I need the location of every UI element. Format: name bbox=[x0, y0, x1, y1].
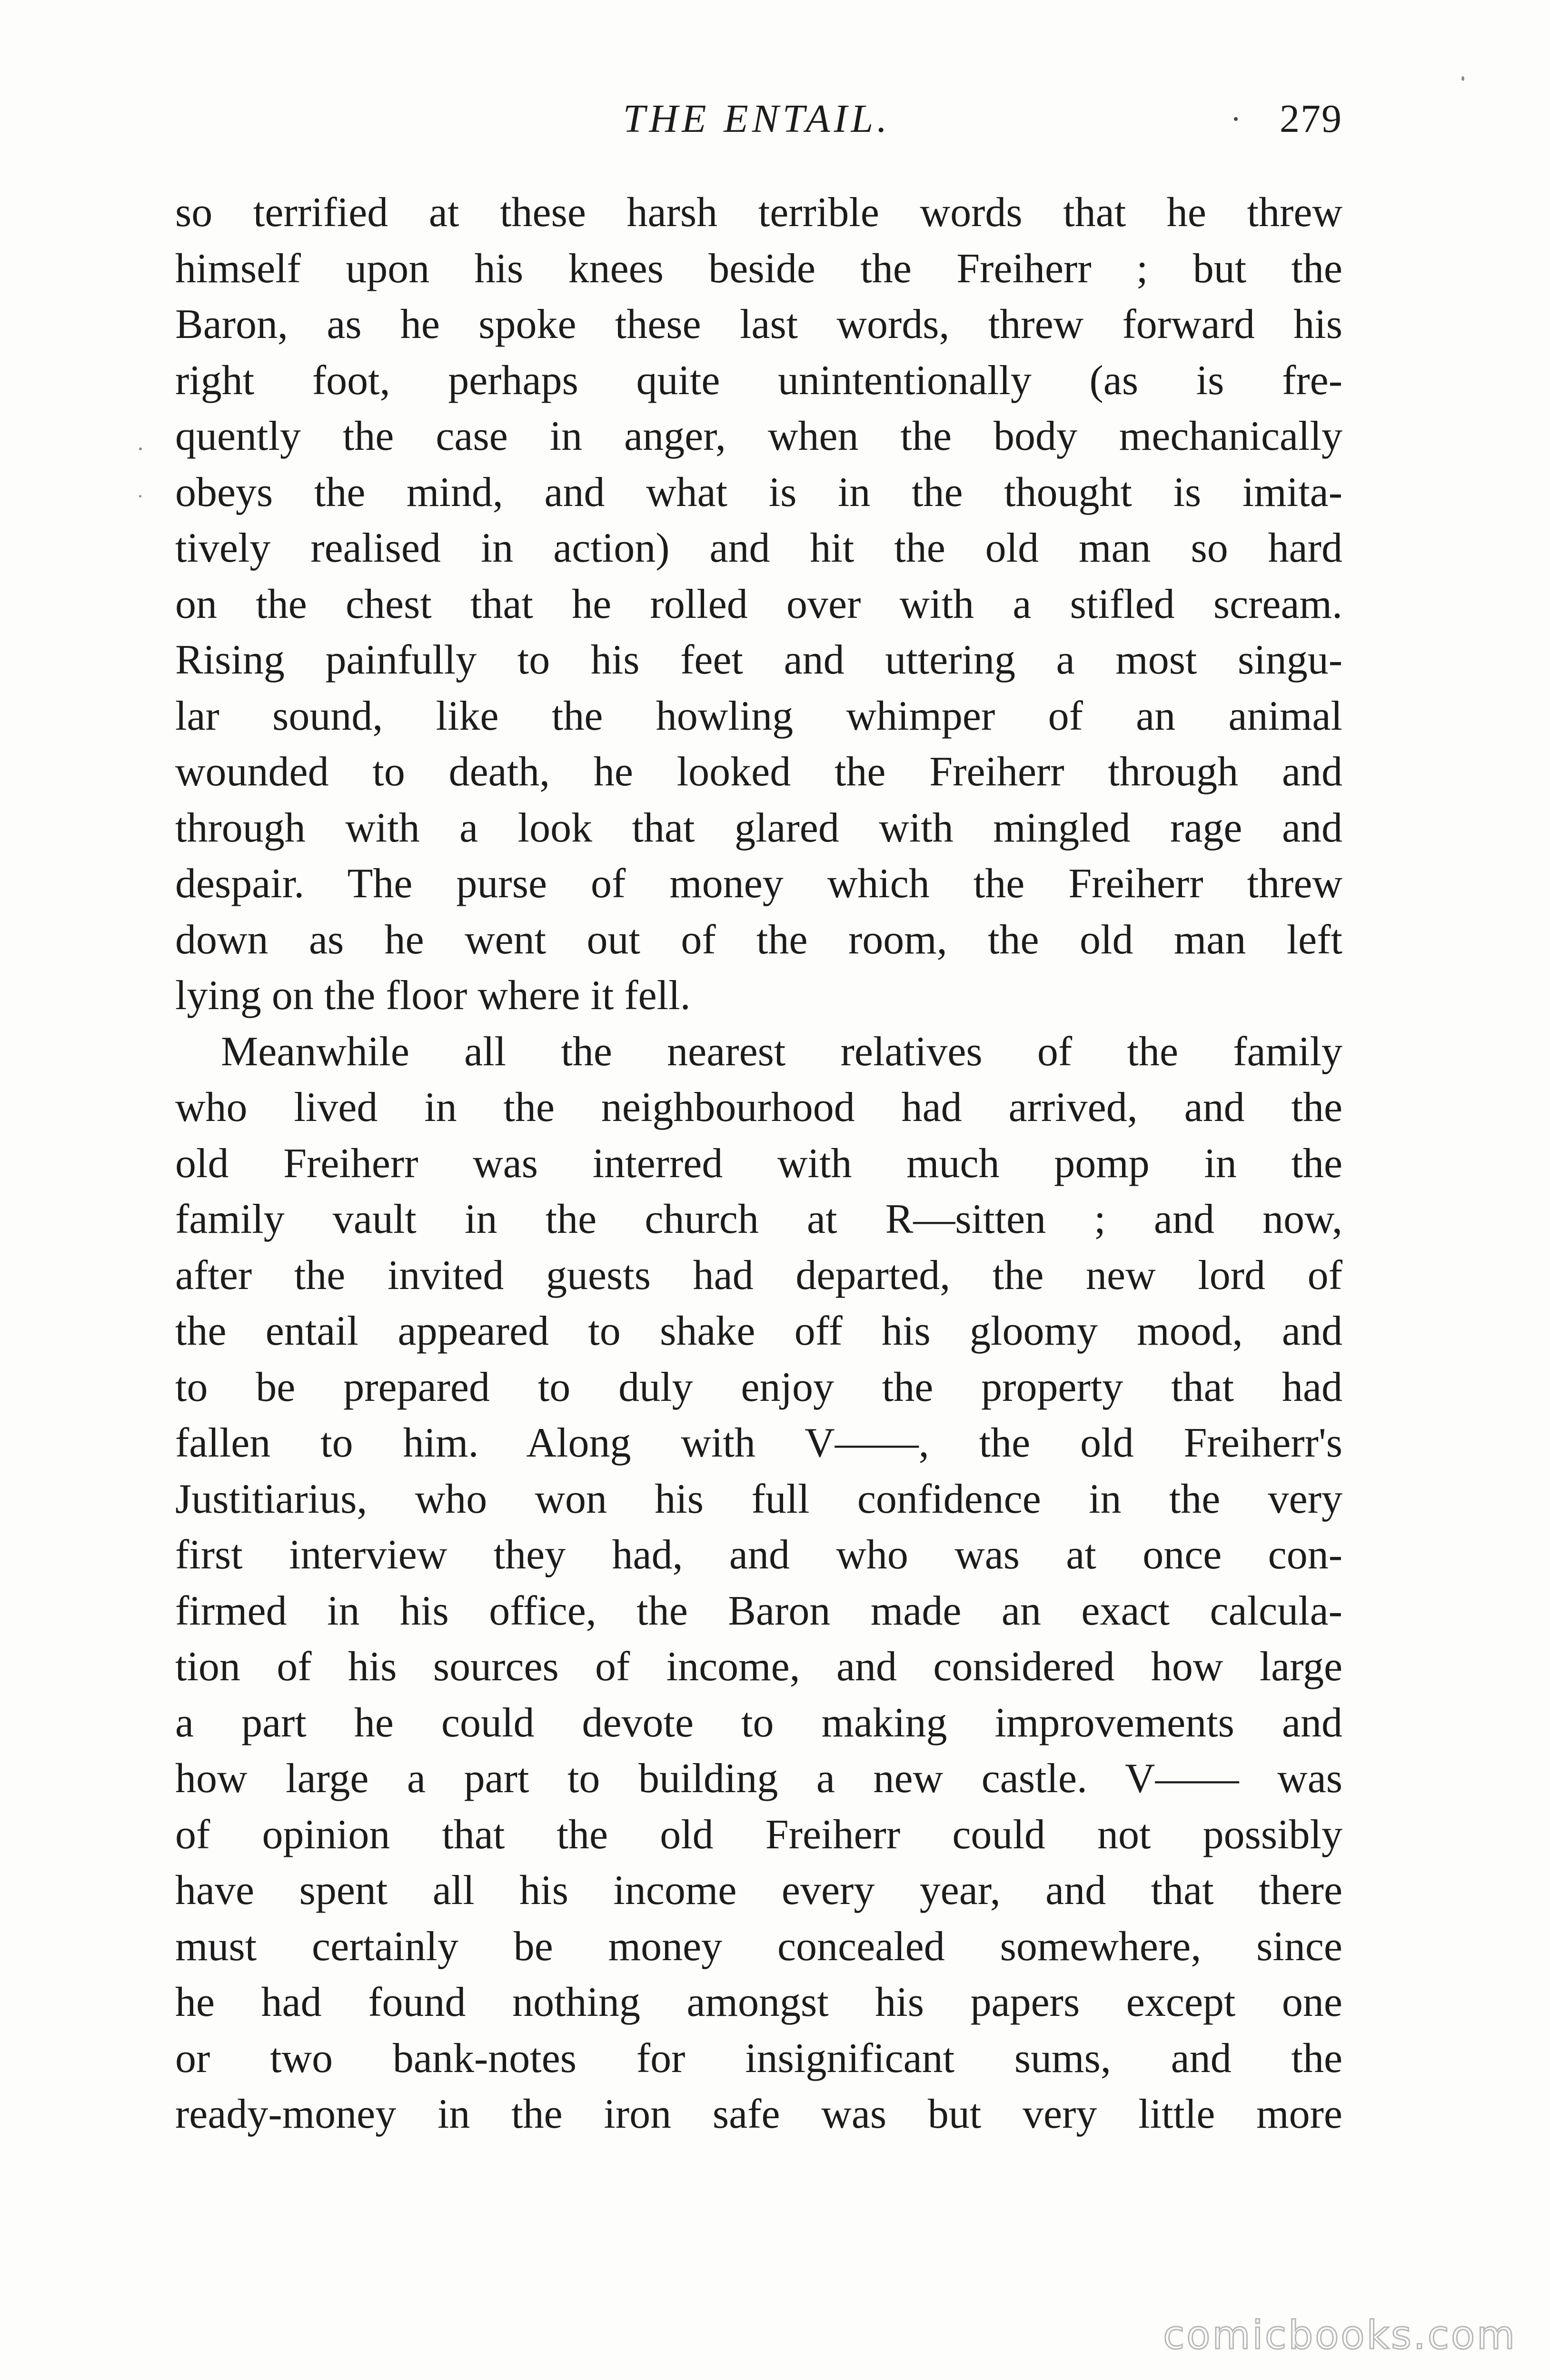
text-line: Meanwhile all the nearest relatives of the family bbox=[221, 1028, 1342, 1075]
text-line: he had found nothing amongst his papers except one bbox=[175, 1979, 1342, 2025]
text-line: tively realised in action) and hit the old man so hard bbox=[175, 525, 1342, 571]
header-dot bbox=[1234, 117, 1238, 121]
text-line: lying on the floor where it fell. bbox=[175, 972, 691, 1019]
text-line: or two bank-notes for insignificant sums, and the bbox=[175, 2035, 1342, 2082]
text-line: of opinion that the old Freiherr could not possibly bbox=[175, 1811, 1342, 1858]
text-line: tion of his sources of income, and considered how large bbox=[175, 1644, 1342, 1690]
text-line: down as he went out of the room, the old man left bbox=[175, 916, 1342, 963]
paper-speck bbox=[139, 447, 142, 450]
text-line: lar sound, like the howling whimper of an animal bbox=[175, 693, 1342, 739]
text-line: the entail appeared to shake off his gloomy mood, and bbox=[175, 1308, 1342, 1354]
text-line: a part he could devote to making improvements and bbox=[175, 1699, 1342, 1746]
text-line: wounded to death, he looked the Freiherr through and bbox=[175, 749, 1342, 795]
text-line: despair. The purse of money which the Freiherr threw bbox=[175, 861, 1342, 907]
watermark: comicbooks.com bbox=[1163, 2313, 1517, 2358]
text-line: fallen to him. Along with V——, the old Freiherr's bbox=[175, 1420, 1342, 1466]
text-line: family vault in the church at R—sitten ; and now, bbox=[175, 1196, 1342, 1242]
text-line: Rising painfully to his feet and uttering a most singu- bbox=[175, 637, 1342, 683]
text-line: so terrified at these harsh terrible words that he threw bbox=[175, 189, 1342, 236]
text-line: old Freiherr was interred with much pomp in the bbox=[175, 1140, 1342, 1187]
text-line: must certainly be money concealed somewhere, since bbox=[175, 1923, 1342, 1970]
text-line: how large a part to building a new castle. V—— was bbox=[175, 1755, 1342, 1802]
text-line: Baron, as he spoke these last words, threw forward his bbox=[175, 301, 1342, 347]
text-line: through with a look that glared with mingled rage and bbox=[175, 804, 1342, 851]
paper-speck bbox=[1461, 76, 1464, 81]
text-line: quently the case in anger, when the body mechanically bbox=[175, 413, 1342, 459]
page-number: 279 bbox=[1280, 97, 1342, 141]
text-line: after the invited guests had departed, the new lord of bbox=[175, 1252, 1342, 1299]
running-head bbox=[171, 90, 1342, 148]
text-line: on the chest that he rolled over with a stifled scream. bbox=[175, 581, 1342, 627]
text-line: have spent all his income every year, and that there bbox=[175, 1867, 1342, 1914]
text-line: ready-money in the iron safe was but very little more bbox=[175, 2091, 1342, 2137]
text-line: first interview they had, and who was at once con- bbox=[175, 1532, 1342, 1578]
text-line: right foot, perhaps quite unintentionally (as is fre- bbox=[175, 357, 1342, 404]
body-text bbox=[175, 185, 1342, 2142]
text-line: Justitiarius, who won his full confidence in the very bbox=[175, 1476, 1342, 1522]
running-title: THE ENTAIL. bbox=[623, 97, 891, 141]
text-line: firmed in his office, the Baron made an exact calcula- bbox=[175, 1587, 1342, 1634]
text-line: obeys the mind, and what is in the thought is imita- bbox=[175, 469, 1342, 516]
text-line: to be prepared to duly enjoy the property that had bbox=[175, 1364, 1342, 1410]
paper-speck bbox=[139, 495, 141, 497]
text-line: who lived in the neighbourhood had arrived, and the bbox=[175, 1084, 1342, 1130]
text-line: himself upon his knees beside the Freiherr ; but the bbox=[175, 245, 1342, 292]
